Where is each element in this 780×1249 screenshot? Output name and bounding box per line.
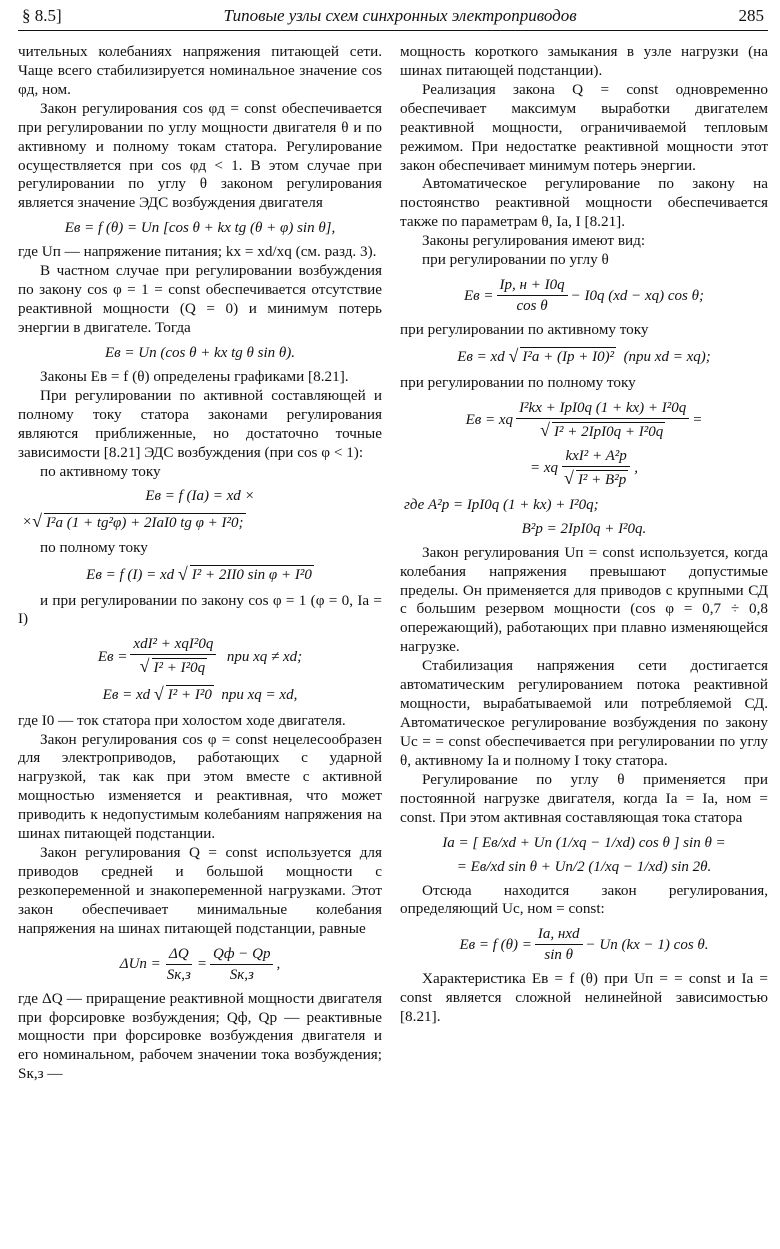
paragraph: Характеристика Eв = f (θ) при Uп = = const и Iа = const является сложной нелинейной зависимостью [8.21]. (400, 970, 768, 1026)
formula: Iа = [ Eв/xd + Uп (1/xq − 1/xd) cos θ ] sin θ = (442, 834, 726, 851)
paragraph: Закон регулирования Q = const используется для приводов средней и большой мощности с резкопеременной и знакопеременной нагрузками. Этот закон обеспечивает минимальные колебания напряжения на шинах питающей подстанции, равные (18, 844, 382, 937)
formula-label: при регулировании по полному току (400, 373, 636, 391)
paragraph: где I0 — ток статора при холостом ходе двигателя. (18, 711, 346, 729)
formula: Eв = xq $\frac{\text{I²kx + IрI0q (1 + kx) + I²0q}}{\text{√ I² + 2IрI0q + I²0q}}$ = (465, 399, 703, 440)
paragraph: Законы Eв = f (θ) определены графиками [8.21]. (40, 367, 349, 385)
formula: Eв = xd √ I² + I²0 при xq = xd, (102, 683, 298, 704)
formula: ΔUп = $\frac{\Delta Q}{Sк,з}$ = $\frac{Qф - Qр}{Sк,з}$ , (119, 945, 281, 983)
paragraph: Закон регулирования cos φд = const обеспечивается при регулировании по углу мощности двигателя θ и по активному и полному токам статора. Регулирование осуществляется при cos φд < 1. В этом случае при регулировании по углу θ законом регулирования является значение ЭДС возбуждения двигателя (18, 99, 382, 212)
paragraph: чительных колебаниях напряжения питающей сети. Чаще всего стабилизируется номинальное значение cos φд, ном. (18, 43, 382, 98)
page-number: 285 (738, 6, 764, 25)
formula: Eв = $\frac{\text{xdI² + xqI²0q}}{\text{√ I² + I²0q}}$ при xq ≠ xd; (97, 636, 303, 677)
formula: Eв = Uп (cos θ + kx tg θ sin θ). (104, 344, 296, 361)
paragraph: При регулировании по активной составляющей и полному току статора законами регулирования являются приближенные, но достаточно точные зависимости [8.21] ЭДС возбуждения (при cos φ < 1): (18, 386, 382, 461)
formula-label: при регулировании по активному току (400, 321, 649, 339)
paragraph: и при регулировании по закону cos φ = 1 (φ = 0, Iа = I) (18, 591, 382, 628)
paragraph: Отсюда находится закон регулирования, определяющий Uс, ном = const: (400, 881, 768, 918)
paragraph: Стабилизация напряжения сети достигается автоматическим регулированием потока реактивной мощности, вырабатываемой или потребляемой СД. Автоматическое регулирование возбуждения по закону Uс = = const обеспечивается при регулировании по углу θ, активному Iа и полному I току статора. (400, 657, 768, 769)
formula-label: по полному току (40, 539, 148, 557)
paragraph: Закон регулирования cos φ = const нецелесообразен для электроприводов, работающих с ударной нагрузкой, так как при этом вместе с активной мощностью изменяется и реактивная, что может приводить к недопустимым колебаниям напряжения на шинах питающей подстанции. (18, 730, 382, 843)
left-column (18, 43, 382, 1084)
formula: Eв = f (θ) = $\frac{\text{Iа, нxd}}{\text{sin θ}}$ − Uп (kx − 1) cos θ. (459, 926, 709, 964)
formula: = Eв/xd sin θ + Uп/2 (1/xq − 1/xd) sin 2θ. (456, 858, 712, 875)
paragraph: Автоматическое регулирование по закону на постоянство реактивной мощности обеспечивается также по параметрам θ, Iа, I [8.21]. (400, 175, 768, 231)
running-header (18, 6, 768, 31)
paragraph: Реализация закона Q = const одновременно обеспечивает максимум выработки двигателем реактивной мощности, ограничиваемой тепловым режимом. При недостатке реактивной мощности этот закон обеспечивает минимум потерь энергии. (400, 80, 768, 174)
paragraph: где Uп — напряжение питания; kx = xd/xq (см. разд. 3). (18, 243, 377, 261)
paragraph: Законы регулирования имеют вид: (422, 232, 646, 250)
formula: Eв = f (Iа) = xd × (145, 488, 255, 505)
paragraph: Регулирование по углу θ применяется при постоянной нагрузке двигателя, когда Iа = Iа, ном = const. При этом активная составляющая тока статора (400, 770, 768, 826)
formula-label: при регулировании по углу θ (422, 251, 609, 269)
paragraph: Закон регулирования Uп = const используется, когда колебания напряжения превышают допустимые пределы. Он применяется для приводов с крупными СД с большим резервом мощности (cos φ = 0,7 ÷ 0,8 опережающий), работающих при плавно изменяющейся нагрузке. (400, 543, 768, 656)
formula: Eв = f (θ) = Uп [cos θ + kx tg (θ + φ) sin θ], (64, 220, 336, 237)
formula: Eв = $\frac{Iр, н + I0q}{\text{cos θ}}$ − I0q (xd − xq) cos θ; (463, 277, 704, 315)
formula: B²р = 2IрI0q + I²0q. (521, 520, 647, 537)
formula: Eв = f (I) = xd √ I² + 2II0 sin φ + I²0 (86, 563, 312, 584)
formula: = xq $\frac{\text{kxI² + A²р}}{\text{√ I² + B²р}}$ , (530, 448, 638, 489)
right-column (400, 43, 768, 1084)
paragraph: где ΔQ — приращение реактивной мощности двигателя при форсировке возбуждения; Qф, Qр — реактивные мощности при форсировке возбуждения двигателя и его номинальном, рабочем значении тока возбуждения; Sк,з — (18, 989, 382, 1083)
formula-label: по активному току (40, 462, 161, 480)
formula: где A²р = IрI0q (1 + kx) + I²0q; (404, 496, 599, 513)
chapter-title: Типовые узлы схем синхронных электроприводов (223, 6, 577, 25)
two-column-body (18, 43, 768, 1084)
formula: × √ I²а (1 + tg²φ) + 2IаI0 tg φ + I²0; (22, 511, 244, 532)
formula: Eв = xd √ I²а + (Iр + I0)² (при xd = xq); (457, 345, 711, 366)
paragraph: В частном случае при регулировании возбуждения по закону cos φ = 1 = const обеспечивается отсутствие реактивной мощности (Q = 0) и минимум потерь энергии в двигателе. Тогда (18, 262, 382, 336)
paragraph: мощность короткого замыкания в узле нагрузки (на шинах питающей подстанции). (400, 43, 768, 79)
section-number: § 8.5] (22, 6, 62, 25)
